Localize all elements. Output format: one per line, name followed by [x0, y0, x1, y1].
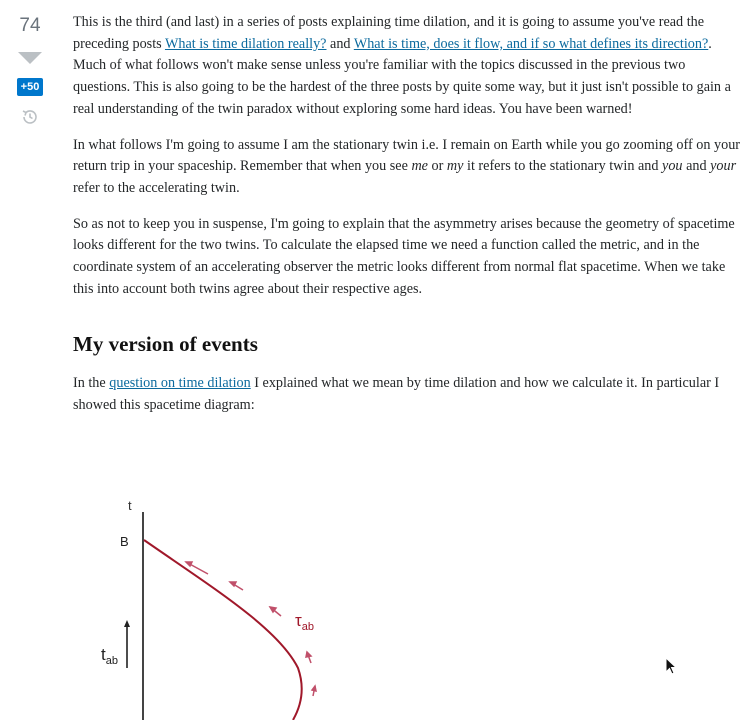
- bounty-badge[interactable]: +50: [17, 78, 44, 96]
- vote-column: [0, 0, 60, 128]
- tab-label: $t_{ab}$: [101, 645, 118, 667]
- downvote-button[interactable]: [18, 52, 42, 64]
- point-b-label: B: [120, 534, 129, 549]
- history-icon[interactable]: [19, 106, 41, 128]
- tau-ab-label: $\tau_{ab}$: [295, 611, 314, 633]
- paragraph-stationary-twin: In what follows I'm going to assume I am the stationary twin i.e. I remain on Earth while you go zooming off on your return trip in your spaceship. Remember that when you see me or my it refers to the stationary twin and you and your refer to the accelerating twin.: [73, 136, 741, 196]
- link-what-is-time[interactable]: What is time, does it flow, and if so what defines its direction?: [353, 35, 709, 52]
- link-what-is-time-dilation[interactable]: What is time dilation really?: [164, 35, 327, 52]
- vote-count: 74: [19, 15, 41, 36]
- paragraph-asymmetry: So as not to keep you in suspense, I'm going to explain that the asymmetry arises because the geometry of spacetime looks different for the two twins. To calculate the elapsed time we need a function called the metric, and in the coordinate system of an accelerating observer the metric looks different from normal flat spacetime. When we take this into account both twins agree about their respective ages.: [73, 215, 735, 297]
- tab-arrow-head: [124, 620, 130, 627]
- paragraph-intro: This is the third (and last) in a series of posts explaining time dilation, and it is going to assume you've read the preceding posts What is time dilation really? and What is time, does it flow, and if so what defines its direction?. Much of what follows won't make sense unless you're familiar with the topics discussed in the previous two questions. This is also going to be the hardest of the three posts by quite some way, but it just isn't possible to gain a real understanding of the twin paradox without exploring some hard ideas. You have been warned!: [73, 14, 731, 117]
- worldline-curve: [144, 540, 302, 720]
- link-question-on-time-dilation[interactable]: question on time dilation: [109, 375, 251, 392]
- section-heading: My version of events: [73, 332, 258, 357]
- paragraph-spacetime-intro: In the question on time dilation I explained what we mean by time dilation and how we calculate it. In particular I showed this spacetime diagram:: [73, 375, 720, 414]
- spacetime-diagram: [73, 488, 373, 720]
- post-body: [73, 12, 745, 431]
- mouse-cursor-icon: [665, 657, 679, 677]
- time-axis-label: t: [128, 498, 132, 513]
